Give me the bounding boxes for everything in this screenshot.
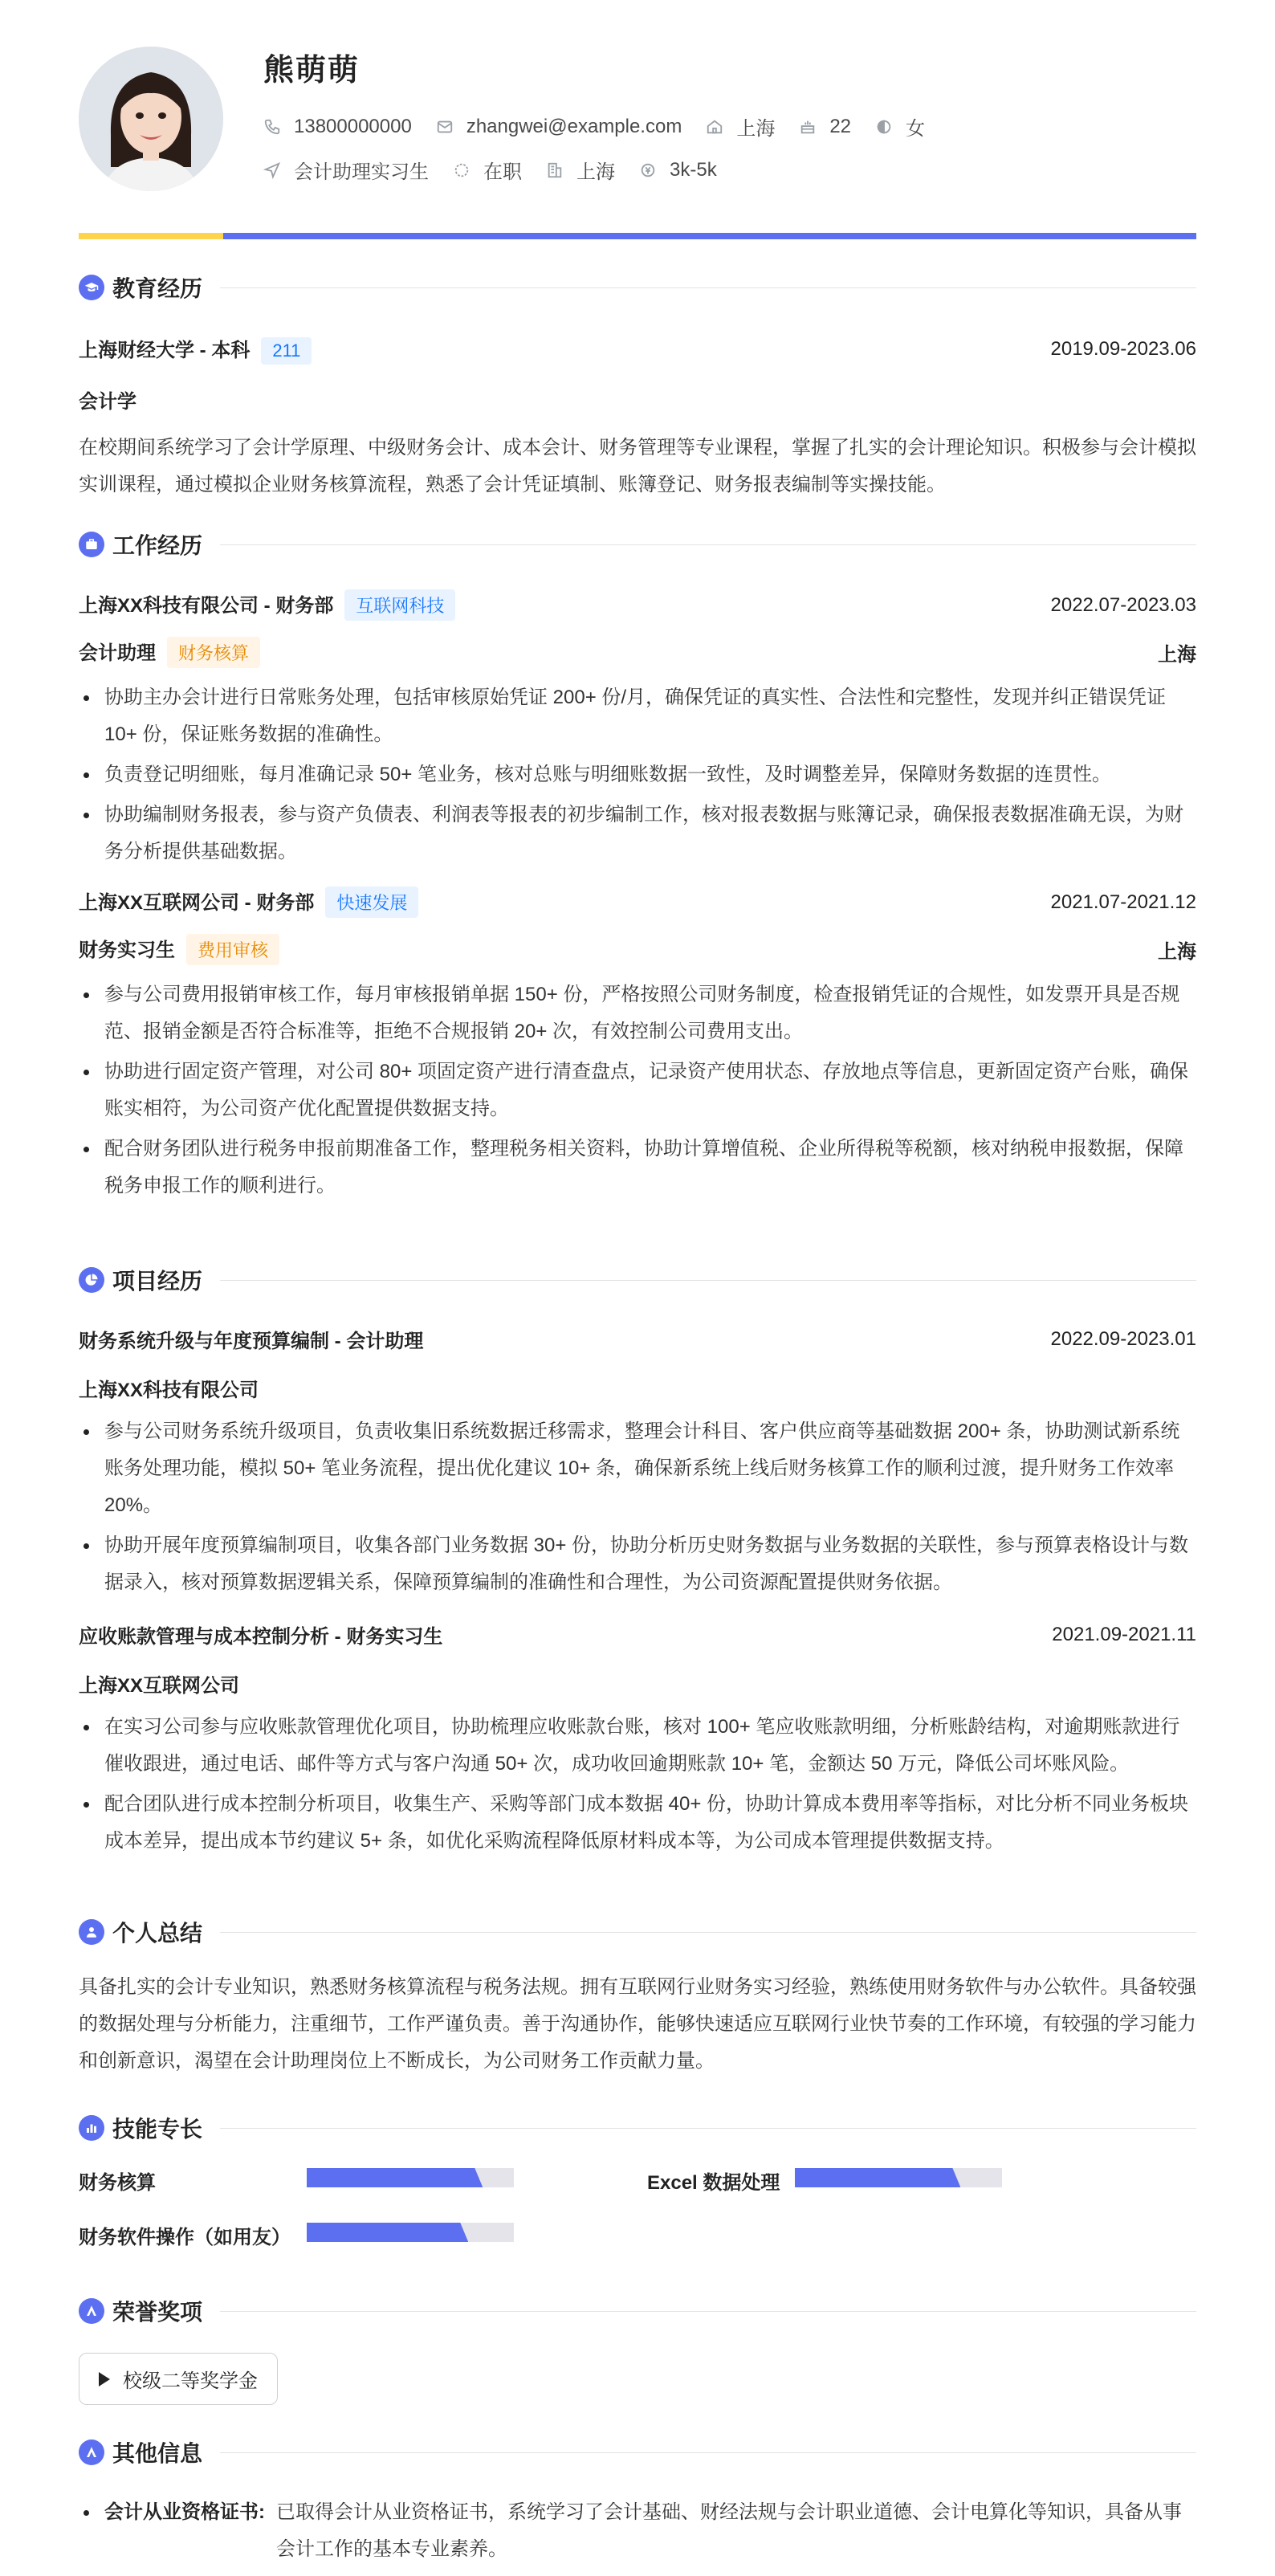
awards-section [79,2295,1196,2405]
award-text: 校级二等奖学金 [123,2370,258,2392]
section-divider [220,544,1196,545]
job-period: 2022.07-2023.03 [1050,593,1196,616]
list-item: 参与公司财务系统升级项目，负责收集旧系统数据迁移需求，整理会计科目、客户供应商等基础数据 200+ 条，协助测试新系统账务处理功能，模拟 50+ 笔业务流程，提出优化建议 10+ 条，确保新系统上线后财务核算工作的顺利过渡，提升财务工作效率 20%。 [79,1413,1196,1524]
project-name: 财务系统升级与年度预算编制 - 会计助理 [79,1331,424,1352]
target-city-text: 上海 [576,161,615,183]
intent-row [263,156,741,184]
age-item [799,116,851,138]
education-section [79,271,1196,503]
target-city-item [546,156,615,184]
city-item [706,112,775,141]
role-tag: 费用审核 [186,934,279,965]
user-icon [79,1919,104,1945]
section-title [79,1916,1196,1948]
skill-item [79,2221,291,2249]
skill-name: 财务核算 [79,2172,156,2194]
mail-icon [436,118,454,136]
age-text: 22 [829,115,852,137]
job-entry [79,589,1196,870]
school-text: 上海财经大学 - 本科 [79,340,251,361]
position-text: 会计助理实习生 [294,161,429,183]
phone-icon [263,118,281,136]
avatar [79,47,223,191]
project-entry [79,1620,1196,1860]
section-title [79,1264,1196,1296]
list-item: 配合团队进行成本控制分析项目，收集生产、采购等部门成本数据 40+ 份，协助计算成本费用率等指标，对比分析不同业务板块成本差异，提出成本节约建议 5+ 条，如优化采购流程降低原材料成本等，为公司成本管理提供数据支持。 [79,1786,1196,1860]
section-title [79,2295,1196,2327]
salary-item [639,159,717,181]
education-header-row [79,334,1196,365]
section-divider [220,2128,1196,2129]
school-badge: 211 [261,337,312,365]
role-text: 会计助理 [79,642,156,664]
section-title-text: 其他信息 [112,2441,203,2466]
award-item [79,2353,278,2405]
gender-text: 女 [906,118,926,140]
job-role-row [79,934,1196,965]
section-title-text: 荣誉奖项 [112,2300,203,2325]
skill-bar [795,2168,1002,2187]
section-title-text: 项目经历 [112,1269,203,1294]
gender-item [875,112,925,141]
project-org: 上海XX互联网公司 [79,1675,240,1697]
status-icon [453,161,470,179]
awards-list [79,2353,1196,2405]
list-item: 协助进行固定资产管理，对公司 80+ 项固定资产进行清查盘点，记录资产使用状态、存放地点等信息，更新固定资产台账，确保账实相符，为公司资产优化配置提供数据支持。 [79,1054,1196,1127]
job-location: 上海 [1158,941,1196,963]
section-title [79,271,1196,304]
other-item [79,2494,1196,2568]
project-period: 2021.09-2021.11 [1052,1623,1196,1645]
section-title [79,528,1196,560]
city-text: 上海 [736,118,776,140]
summary-section [79,1916,1196,2080]
list-item: 协助主办会计进行日常账务处理，包括审核原始凭证 200+ 份/月，确保凭证的真实性、合法性和完整性，发现并纠正错误凭证 10+ 份，保证账务数据的准确性。 [79,679,1196,753]
job-role [79,934,279,965]
send-icon [263,161,281,179]
job-bullets [79,976,1196,1204]
section-title-text: 工作经历 [112,533,203,558]
status-item [453,156,522,184]
header-accent-bar [79,233,223,239]
briefcase-icon [79,532,104,557]
building-icon [546,161,564,179]
education-period: 2019.09-2023.06 [1050,338,1196,360]
candidate-name: 熊萌萌 [263,54,361,88]
info-icon [79,2439,104,2465]
skill-bar [307,2168,514,2187]
skill-name: 财务软件操作（如用友） [79,2227,291,2248]
section-title-text: 教育经历 [112,276,203,301]
section-divider [220,2452,1196,2453]
job-role [79,637,260,668]
other-section [79,2436,1196,2568]
section-divider [220,287,1196,288]
skills-section [79,2112,1196,2248]
other-item-key: 会计从业资格证书: [79,2494,265,2568]
graduation-cap-icon [79,275,104,300]
company-text: 上海XX互联网公司 - 财务部 [79,892,315,914]
project-period: 2022.09-2023.01 [1050,1327,1196,1350]
list-item: 负责登记明细账，每月准确记录 50+ 笔业务，核对总账与明细账数据一致性，及时调整差异，保障财务数据的连贯性。 [79,756,1196,793]
job-company [79,589,455,621]
skill-bar-fill [307,2223,468,2242]
school-name [79,334,312,365]
job-company [79,887,418,918]
job-entry [79,887,1196,1204]
projects-section [79,1264,1196,1863]
skill-bar-fill [795,2168,960,2187]
other-item-value: 已取得会计从业资格证书，系统学习了会计基础、财经法规与会计职业道德、会计电算化等知识，具备从事会计工作的基本专业素养。 [276,2501,1182,2560]
project-bullets [79,1709,1196,1860]
section-title-text: 技能专长 [112,2117,203,2142]
company-tag: 快速发展 [325,887,418,918]
project-entry [79,1325,1196,1601]
project-name: 应收账款管理与成本控制分析 - 财务实习生 [79,1626,443,1648]
skill-item [79,2166,156,2195]
email-item [436,116,682,138]
position-item [263,156,429,184]
role-text: 财务实习生 [79,940,175,961]
list-item: 在实习公司参与应收账款管理优化项目，协助梳理应收账款台账，核对 100+ 笔应收账款明细，分析账龄结构，对逾期账款进行催收跟进，通过电话、邮件等方式与客户沟通 50+ 次，成功收回逾期账款 10+ 笔，金额达 50 万元，降低公司坏账风险。 [79,1709,1196,1783]
contact-row [263,112,949,141]
section-title-text: 个人总结 [112,1921,203,1946]
list-item: 协助编制财务报表，参与资产负债表、利润表等报表的初步编制工作，核对报表数据与账簿记录，确保报表数据准确无误，为财务分析提供基础数据。 [79,797,1196,870]
section-title [79,2112,1196,2144]
skill-item [647,2166,780,2195]
section-divider [220,1932,1196,1933]
project-bullets [79,1413,1196,1601]
job-location: 上海 [1158,644,1196,666]
bar-chart-icon [79,2115,104,2141]
list-item: 协助开展年度预算编制项目，收集各部门业务数据 30+ 份，协助分析历史财务数据与业务数据的关联性，参与预算表格设计与数据录入，核对预算数据逻辑关系，保障预算编制的准确性和合理性，为公司资源配置提供财务依据。 [79,1527,1196,1601]
work-section [79,528,1196,1208]
resume-header [79,0,1196,234]
salary-text: 3k-5k [670,158,717,181]
money-icon [639,161,657,179]
summary-text: 具备扎实的会计专业知识，熟悉财务核算流程与税务法规。拥有互联网行业财务实习经验，熟练使用财务软件与办公软件。具备较强的数据处理与分析能力，注重细节，工作严谨负责。善于沟通协作，能够快速适应互联网行业快节奏的工作环境，有较强的学习能力和创新意识，渴望在会计助理岗位上不断成长，为公司财务工作贡献力量。 [79,1976,1196,2072]
project-header-row [79,1325,1196,1353]
section-title [79,2436,1196,2468]
major: 会计学 [79,391,136,413]
award-icon [79,2298,104,2324]
chart-pie-icon [79,1267,104,1293]
skill-name: Excel 数据处理 [647,2172,780,2194]
skill-bar [307,2223,514,2242]
education-description: 在校期间系统学习了会计学原理、中级财务会计、成本会计、财务管理等专业课程，掌握了扎实的会计理论知识。积极参与会计模拟实训课程，通过模拟企业财务核算流程，熟悉了会计凭证填制、账簿登记、财务报表编制等实操技能。 [79,437,1196,495]
role-tag: 财务核算 [167,637,260,668]
list-item: 配合财务团队进行税务申报前期准备工作，整理税务相关资料，协助计算增值税、企业所得税等税额，核对纳税申报数据，保障税务申报工作的顺利进行。 [79,1131,1196,1204]
home-icon [706,118,723,136]
email-text: zhangwei@example.com [466,115,682,137]
phone-text: 13800000000 [294,115,412,137]
company-tag: 互联网科技 [344,589,455,621]
job-header-row [79,887,1196,918]
project-header-row [79,1620,1196,1649]
status-text: 在职 [483,161,522,183]
section-divider [220,1280,1196,1281]
phone-item [263,116,412,138]
list-item: 参与公司费用报销审核工作，每月审核报销单据 150+ 份，严格按照公司财务制度，检查报销凭证的合规性，如发票开具是否规范、报销金额是否符合标准等，拒绝不合规报销 20+ 次，有效控制公司费用支出。 [79,976,1196,1050]
header-divider-bar [79,233,1196,239]
job-role-row [79,637,1196,668]
play-icon [99,2372,110,2386]
gender-icon [875,118,893,136]
job-bullets [79,679,1196,870]
job-header-row [79,589,1196,621]
skill-bar-fill [307,2168,483,2187]
project-org: 上海XX科技有限公司 [79,1380,259,1401]
cake-icon [799,118,817,136]
avatar-portrait-icon [79,47,223,191]
section-divider [220,2311,1196,2312]
job-period: 2021.07-2021.12 [1050,891,1196,913]
company-text: 上海XX科技有限公司 - 财务部 [79,595,334,617]
